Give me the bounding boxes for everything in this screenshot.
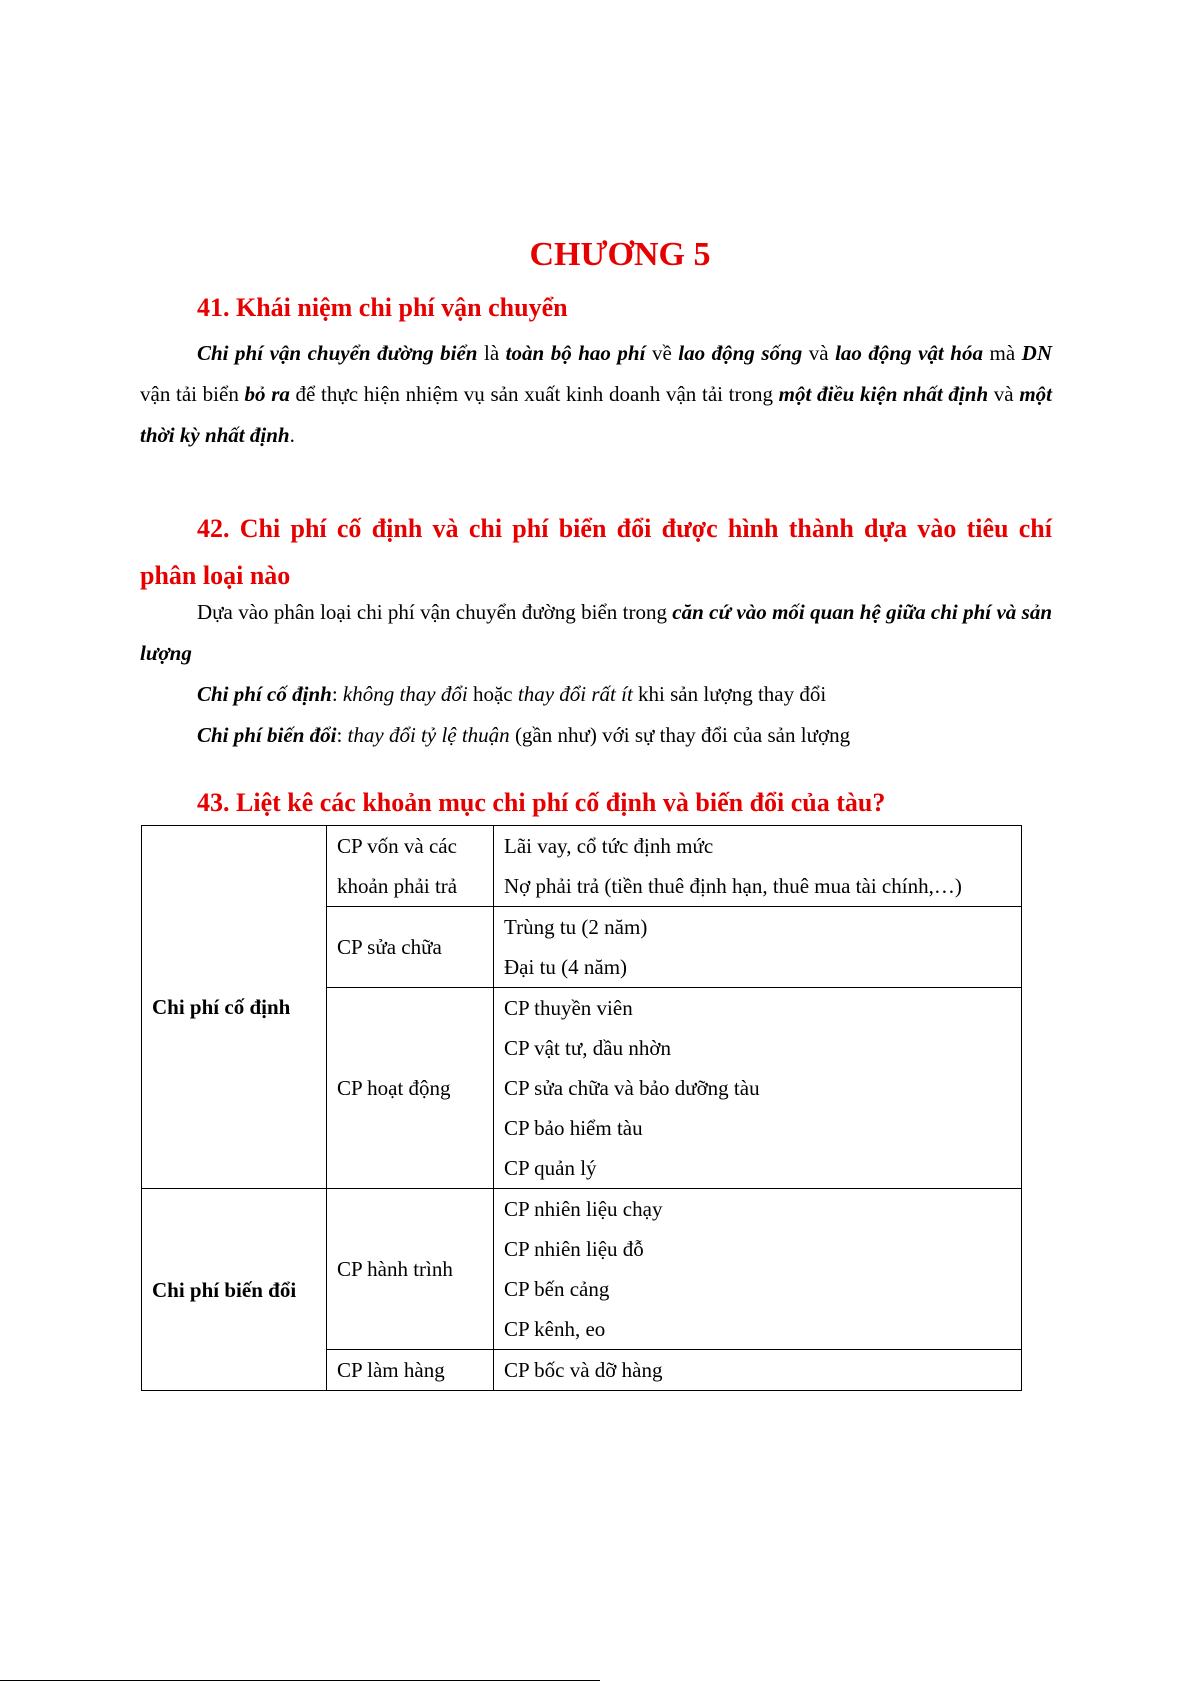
section-43-heading: 43. Liệt kê các khoản mục chi phí cố định và biến đổi của tàu?	[197, 788, 886, 817]
group-items	[494, 1189, 1022, 1350]
list-item: CP nhiên liệu đỗ	[504, 1237, 644, 1261]
list-item: CP bảo hiểm tàu	[504, 1116, 643, 1140]
group-name: CP làm hàng	[327, 1350, 494, 1391]
group-name: CP hành trình	[327, 1189, 494, 1350]
list-item: CP nhiên liệu chạy	[504, 1197, 663, 1221]
footer-divider	[0, 1680, 600, 1681]
term-shipping-cost: Chi phí vận chuyển đường biển	[197, 341, 478, 365]
list-item: CP thuyền viên	[504, 996, 633, 1020]
list-item: CP bốc và dỡ hàng	[504, 1358, 663, 1382]
section-42-intro: Dựa vào phân loại chi phí vận chuyển đường biển trong căn cứ vào mối quan hệ giữa chi phí và sản lượng	[140, 600, 1053, 665]
group-name: CP sửa chữa	[327, 907, 494, 988]
group-name: CP vốn và các khoản phải trả	[327, 826, 494, 907]
list-item: CP quản lý	[504, 1156, 597, 1180]
cost-items-table	[141, 825, 1022, 1391]
fixed-cost-label: Chi phí cố định	[142, 826, 327, 1189]
section-41-heading: 41. Khái niệm chi phí vận chuyển	[197, 293, 568, 322]
variable-cost-definition: Chi phí biến đổi: thay đổi tỷ lệ thuận (gần như) với sự thay đổi của sản lượng	[197, 723, 851, 747]
list-item: Lãi vay, cổ tức định mức	[504, 834, 714, 858]
table-row	[142, 826, 1022, 907]
section-41-paragraph: Chi phí vận chuyển đường biển là toàn bộ hao phí về lao động sống và lao động vật hóa mà DN vận tải biển bỏ ra để thực hiện nhiệm vụ sản xuất kinh doanh vận tải trong một điều kiện nhất định và một thời kỳ nhất định.	[140, 341, 1052, 447]
group-items	[494, 1350, 1022, 1391]
group-name: CP hoạt động	[327, 988, 494, 1189]
chapter-title: CHƯƠNG 5	[529, 236, 711, 273]
list-item: CP sửa chữa và bảo dưỡng tàu	[504, 1076, 760, 1100]
group-items	[494, 907, 1022, 988]
section-42-heading: 42. Chi phí cố định và chi phí biển đổi được hình thành dựa vào tiêu chí phân loại nào	[140, 514, 1052, 590]
list-item: CP bến cảng	[504, 1277, 610, 1301]
list-item: CP kênh, eo	[504, 1317, 606, 1341]
list-item: Trùng tu (2 năm)	[504, 915, 648, 939]
group-items	[494, 988, 1022, 1189]
list-item: CP vật tư, dầu nhờn	[504, 1036, 671, 1060]
list-item: Đại tu (4 năm)	[504, 955, 628, 979]
list-item: Nợ phải trả (tiền thuê định hạn, thuê mua tài chính,…)	[504, 874, 962, 898]
table-row	[142, 1189, 1022, 1350]
fixed-cost-definition: Chi phí cố định: không thay đổi hoặc thay đổi rất ít khi sản lượng thay đổi	[197, 682, 827, 706]
variable-cost-label: Chi phí biến đổi	[142, 1189, 327, 1391]
group-items	[494, 826, 1022, 907]
